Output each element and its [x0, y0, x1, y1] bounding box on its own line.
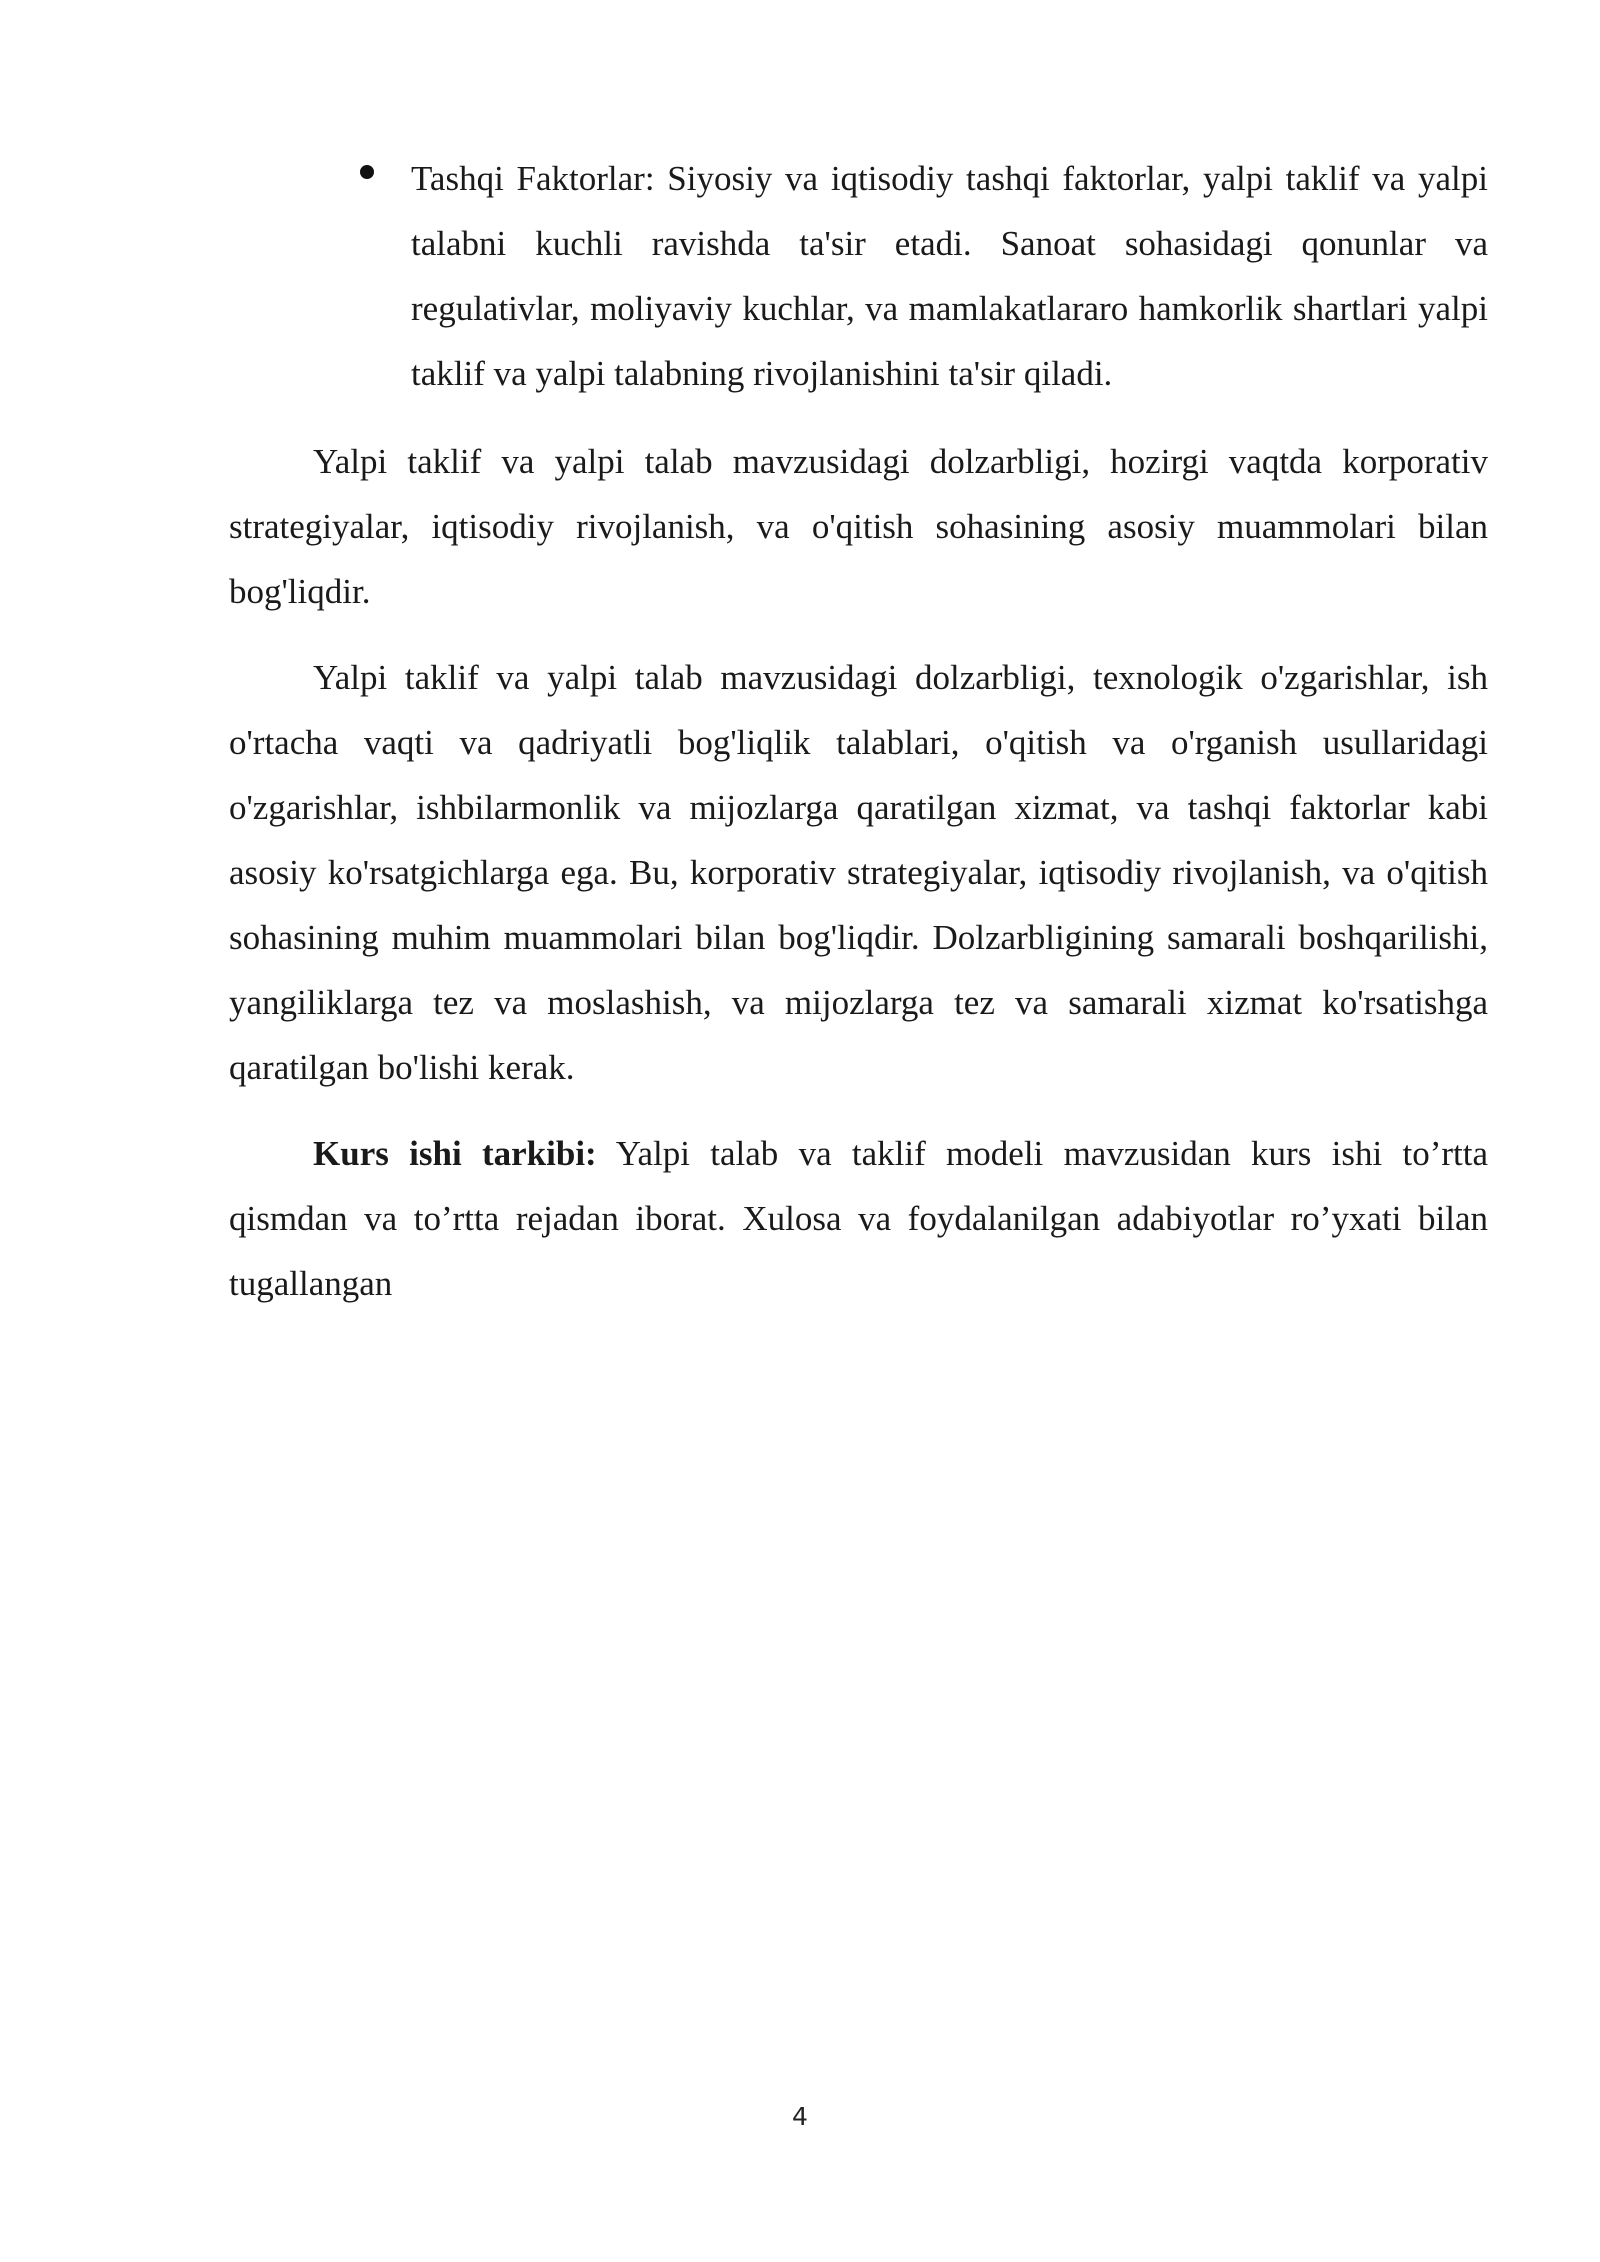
page-number: 4 [792, 2102, 808, 2131]
course-structure-heading: Kurs ishi tarkibi: [313, 1134, 597, 1173]
bullet-item-external-factors: Tashqi Faktorlar: Siyosiy va iqtisodiy tashqi faktorlar, yalpi taklif va yalpi talabni kuchli ravishda ta'sir etadi. Sanoat sohasidagi qonunlar va regulativlar, moliyaviy kuchlar, va mamlakatlararo hamkorlik shartlari yalpi taklif va yalpi talabning rivojlanishini ta'sir qiladi. [411, 159, 1488, 393]
bullet-dot-icon [360, 165, 374, 179]
paragraph-course-structure [229, 1121, 1488, 1316]
course-structure-text: Yalpi talab va taklif modeli mavzusidan kurs ishi to’rtta qismdan va to’rtta rejadan iborat. Xulosa va foydalanilgan adabiyotlar ro’yxati bilan tugallangan [229, 1134, 1488, 1303]
paragraph-relevance-2: Yalpi taklif va yalpi talab mavzusidagi dolzarbligi, texnologik o'zgarishlar, ish o'rtacha vaqti va qadriyatli bog'liqlik talablari, o'qitish va o'rganish usullaridagi o'zgarishlar, ishbilarmonlik va mijozlarga qaratilgan xizmat, va tashqi faktorlar kabi asosiy ko'rsatgichlarga ega. Bu, korporativ strategiyalar, iqtisodiy rivojlanish, va o'qitish sohasining muhim muammolari bilan bog'liqdir. Dolzarbligining samarali boshqarilishi, yangiliklarga tez va moslashish, va mijozlarga tez va samarali xizmat ko'rsatishga qaratilgan bo'lishi kerak. [229, 658, 1488, 1087]
paragraph-relevance-1: Yalpi taklif va yalpi talab mavzusidagi dolzarbligi, hozirgi vaqtda korporativ strategiyalar, iqtisodiy rivojlanish, va o'qitish sohasining asosiy muammolari bilan bog'liqdir. [229, 442, 1488, 611]
